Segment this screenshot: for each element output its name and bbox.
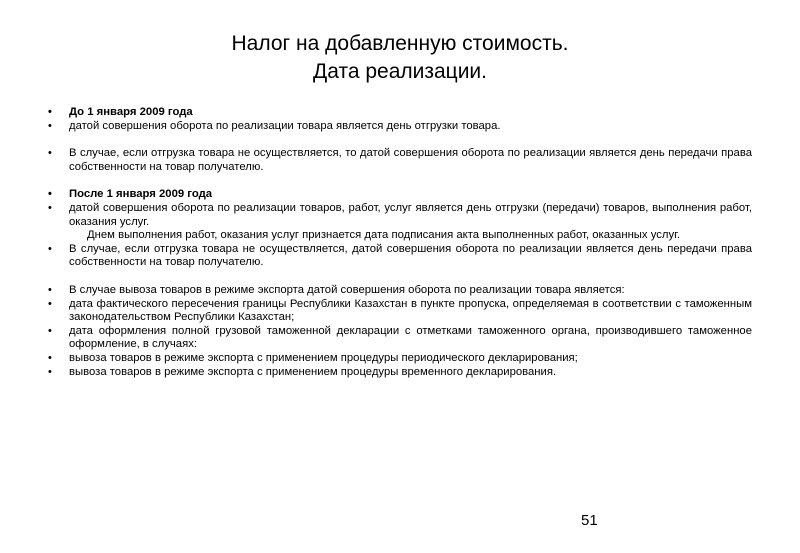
title-line-1: Налог на добавленную стоимость. <box>231 32 569 55</box>
bullet-list <box>48 106 752 379</box>
list-item: • вывоза товаров в режиме экспорта с применением процедуры периодического декларирования; <box>48 352 752 366</box>
list-item: • дата фактического пересечения границы Республики Казахстан в пункте пропуска, определяемая в соответствии с таможенным законодательством Республики Казахстан; <box>48 298 752 325</box>
list-item: • вывоза товаров в режиме экспорта с применением процедуры временного декларирования. <box>48 366 752 380</box>
list-item: • В случае, если отгрузка товара не осуществляется, датой совершения оборота по реализации является день передачи права собственности на товар получателю. <box>48 243 752 270</box>
list-paragraph: Днем выполнения работ, оказания услуг признается дата подписания акта выполненных работ, оказанных услуг. <box>87 229 681 242</box>
title-line-2: Дата реализации. <box>313 60 487 83</box>
slide-title <box>0 30 800 86</box>
list-item: • дата оформления полной грузовой таможенной декларации с отметками таможенного органа, производившего таможенное оформление, в случаях: <box>48 325 752 352</box>
page-number: 51 <box>581 512 598 529</box>
list-item: • В случае, если отгрузка товара не осуществляется, то датой совершения оборота по реализации является день передачи права собственности на товар получателю. <box>48 147 752 174</box>
list-item: • датой совершения оборота по реализации товара является день отгрузки товара. <box>48 120 752 134</box>
list-item-heading: • После 1 января 2009 года <box>48 188 752 202</box>
list-item-heading: • До 1 января 2009 года <box>48 106 752 120</box>
list-item: • В случае вывоза товаров в режиме экспорта датой совершения оборота по реализации товара является: <box>48 284 752 298</box>
list-item: • датой совершения оборота по реализации товаров, работ, услуг является день отгрузки (передачи) товаров, выполнения работ, оказания услуг. <box>48 202 752 229</box>
